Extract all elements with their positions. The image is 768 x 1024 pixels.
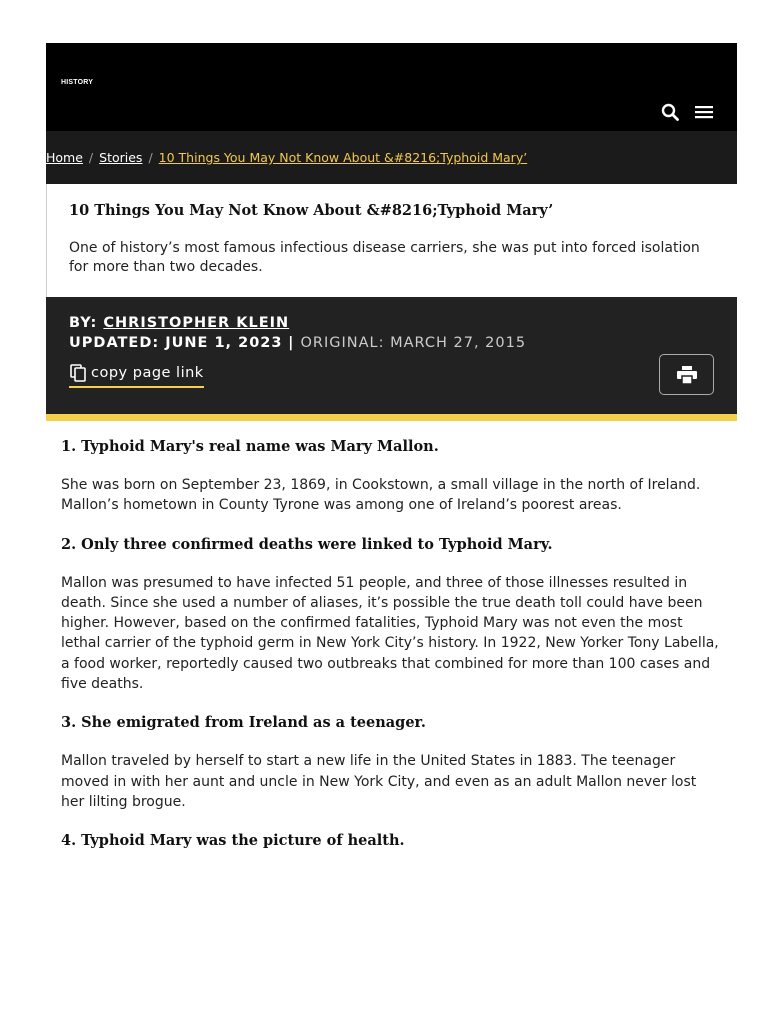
author-link[interactable]: CHRISTOPHER KLEIN: [103, 315, 290, 331]
breadcrumb-separator: /: [148, 150, 153, 165]
section-heading: 4. Typhoid Mary was the picture of health.: [61, 832, 405, 850]
print-button[interactable]: [659, 354, 714, 395]
breadcrumb-home[interactable]: Home: [46, 150, 83, 165]
updated-date: UPDATED: JUNE 1, 2023: [69, 335, 283, 351]
section-text: Mallon was presumed to have infected 51 people, and three of those illnesses resulted in death. Since she used a number of aliases, it’s possible the true death toll could have been higher. However, based on the confirmed fatalities, Typhoid Mary was not even the most lethal carrier of the typhoid germ in New York City’s history. In 1922, New Yorker Tony Labella, a food worker, reportedly caused two outbreaks that combined for more than 100 cases and five deaths.: [61, 574, 719, 693]
article-dek: One of history’s most famous infectious disease carriers, she was put into forced isolation for more than two decades.: [69, 240, 700, 275]
breadcrumb-current[interactable]: 10 Things You May Not Know About &#8216;Typhoid Mary’: [158, 150, 528, 165]
section-heading: 3. She emigrated from Ireland as a teenager.: [61, 714, 426, 732]
byline: [69, 315, 289, 331]
article-body: [61, 438, 721, 869]
breadcrumb-stories[interactable]: Stories: [99, 150, 143, 165]
article-meta: [46, 297, 737, 421]
byline-label: BY:: [69, 315, 98, 331]
section-heading: 2. Only three confirmed deaths were linked to Typhoid Mary.: [61, 535, 553, 553]
section-text: She was born on September 23, 1869, in Cookstown, a small village in the north of Ireland. Mallon’s hometown in County Tyrone was among one of Ireland’s poorest areas.: [61, 477, 701, 514]
copy-page-link-label: copy page link: [91, 365, 204, 381]
section-text: Mallon traveled by herself to start a new life in the United States in 1883. The teenager moved in with her aunt and uncle in New York City, and even as an adult Mallon never lost her lilting brogue.: [61, 753, 697, 810]
history-logo[interactable]: HISTORY: [61, 79, 94, 86]
hamburger-menu-icon[interactable]: [693, 101, 715, 123]
dates: [69, 335, 526, 351]
copy-page-link-button[interactable]: [69, 363, 204, 388]
page-frame: [46, 43, 737, 421]
page-title: 10 Things You May Not Know About &#8216;Typhoid Mary’: [69, 202, 554, 219]
article-title-box: [46, 184, 737, 297]
breadcrumb-separator: /: [88, 150, 94, 165]
date-separator: |: [288, 335, 301, 351]
search-icon[interactable]: [659, 101, 681, 123]
section-heading: 1. Typhoid Mary's real name was Mary Mallon.: [61, 438, 439, 455]
breadcrumb: [46, 131, 737, 184]
site-header: [46, 43, 737, 131]
print-icon: [677, 366, 697, 384]
original-date: ORIGINAL: MARCH 27, 2015: [300, 335, 527, 351]
copy-icon: [69, 363, 89, 383]
